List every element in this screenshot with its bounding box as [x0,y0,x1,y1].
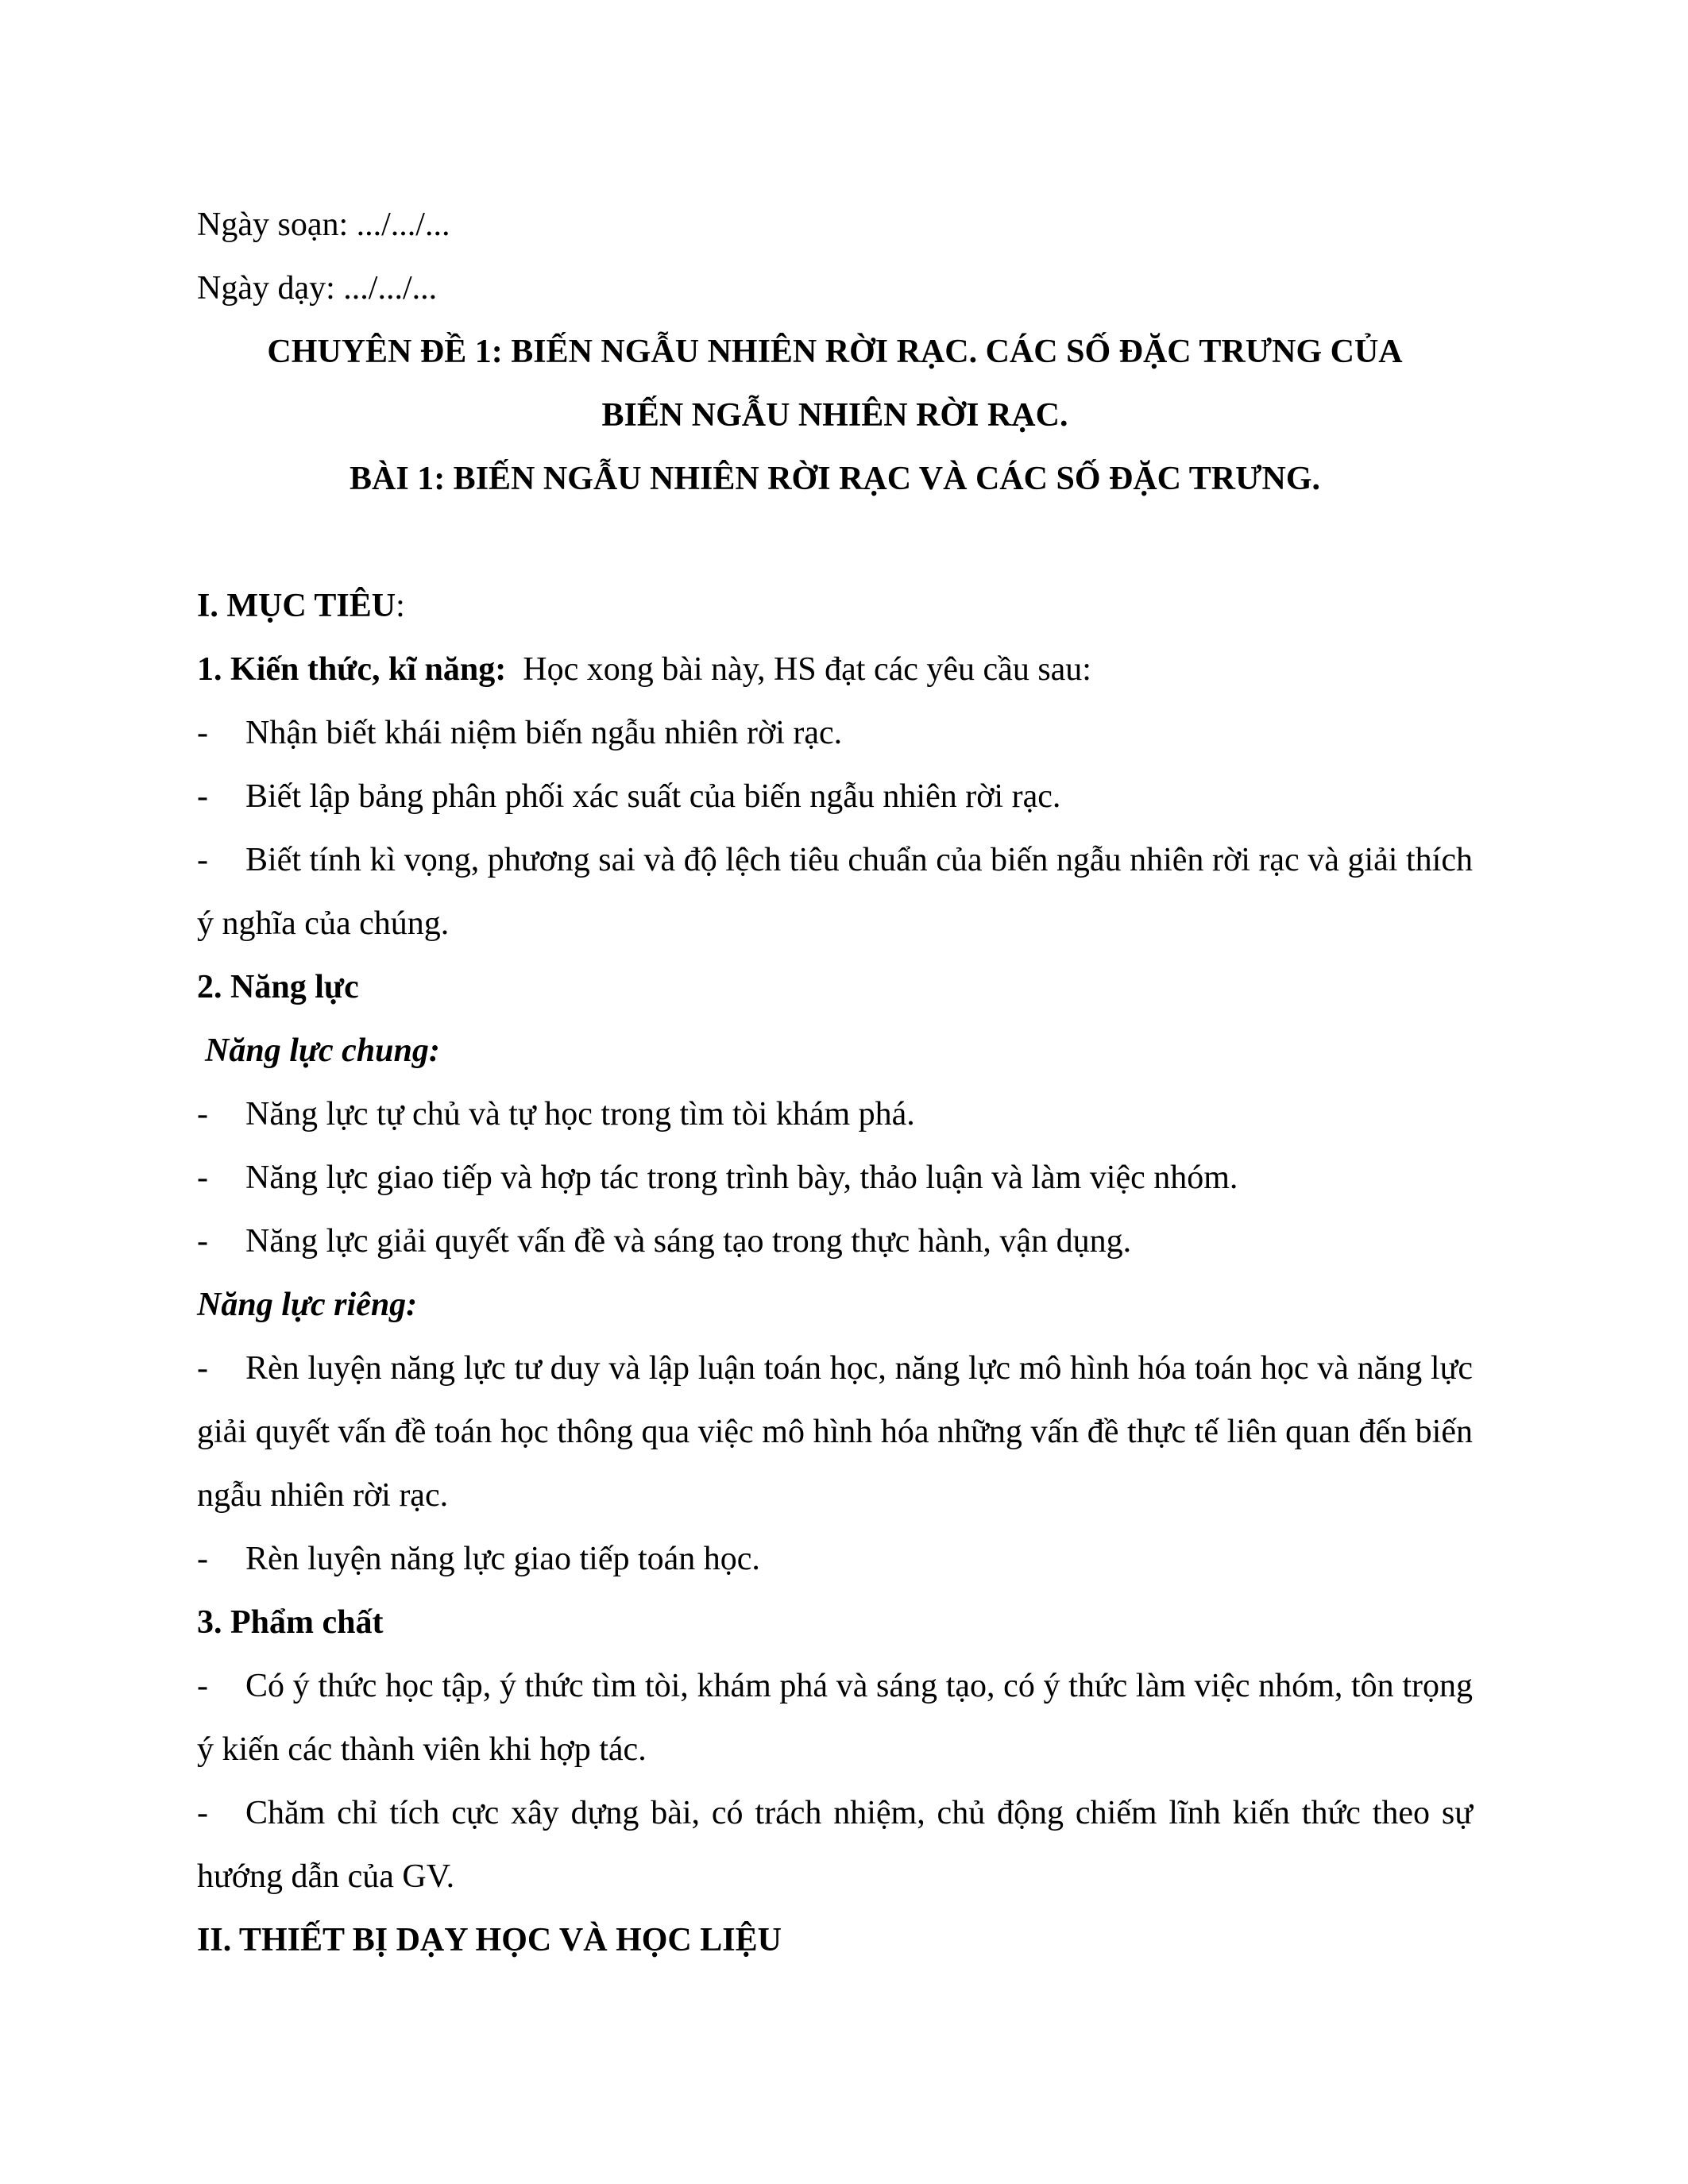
list-item [197,1146,1473,1210]
list-item [197,1082,1473,1146]
item-text: Năng lực tự chủ và tự học trong tìm tòi khám phá. [245,1096,915,1133]
item-text: Năng lực giải quyết vấn đề và sáng tạo trong thực hành, vận dụng. [245,1223,1132,1260]
list-item [197,1337,1473,1527]
dash: - [197,1350,208,1387]
list-item [197,828,1473,955]
lesson-title: BÀI 1: BIẾN NGẪU NHIÊN RỜI RẠC VÀ CÁC SỐ ĐẶC TRƯNG. [350,461,1320,497]
knowledge-line [197,638,1473,701]
prep-date: Ngày soạn: .../.../... [197,206,450,243]
dash: - [197,1541,208,1577]
item-text: Năng lực giao tiếp và hợp tác trong trình bày, thảo luận và làm việc nhóm. [245,1160,1238,1196]
item-text: Biết lập bảng phân phối xác suất của biến ngẫu nhiên rời rạc. [245,778,1061,815]
item-text: Rèn luyện năng lực tư duy và lập luận toán học, năng lực mô hình hóa toán học và năng lực giải quyết vấn đề toán học thông qua việc mô hình hóa những vấn đề thực tế liên quan đến biến ngẫu nhiên rời rạc. [197,1350,1473,1514]
quality-heading: 3. Phẩm chất [197,1604,384,1641]
list-item [197,1210,1473,1273]
blank-line [197,511,1473,574]
list-item [197,1527,1473,1591]
knowledge-label: 1. Kiến thức, kĩ năng: [197,651,507,688]
document-page [197,193,1473,1972]
list-item [197,765,1473,828]
item-text: Chăm chỉ tích cực xây dựng bài, có trách nhiệm, chủ động chiếm lĩnh kiến thức theo sự hướng dẫn của GV. [197,1795,1473,1895]
dash: - [197,1668,208,1704]
list-item [197,1654,1473,1781]
topic-title-line1: CHUYÊN ĐỀ 1: BIẾN NGẪU NHIÊN RỜI RẠC. CÁC SỐ ĐẶC TRƯNG CỦA [267,334,1403,370]
dash: - [197,842,208,878]
item-text: Biết tính kì vọng, phương sai và độ lệch tiêu chuẩn của biến ngẫu nhiên rời rạc và giải thích ý nghĩa của chúng. [197,842,1473,942]
knowledge-intro: Học xong bài này, HS đạt các yêu cầu sau: [506,651,1091,688]
general-competence-label: Năng lực chung: [205,1032,440,1069]
dash: - [197,1795,208,1831]
dash: - [197,778,208,815]
competence-heading: 2. Năng lực [197,969,359,1005]
item-text: Nhận biết khái niệm biến ngẫu nhiên rời rạc. [245,715,843,751]
heading-text: I. MỤC TIÊU [197,588,396,624]
specific-competence-label: Năng lực riêng: [197,1287,418,1323]
dash: - [197,1223,208,1260]
item-text: Rèn luyện năng lực giao tiếp toán học. [245,1541,760,1577]
dash: - [197,715,208,751]
topic-title-line2: BIẾN NGẪU NHIÊN RỜI RẠC. [601,397,1068,434]
dash: - [197,1096,208,1133]
teach-date: Ngày dạy: .../.../... [197,270,438,307]
heading-colon: : [396,588,405,624]
item-text: Có ý thức học tập, ý thức tìm tòi, khám phá và sáng tạo, có ý thức làm việc nhóm, tôn trọng ý kiến các thành viên khi hợp tác. [197,1668,1473,1768]
list-item [197,1781,1473,1908]
dash: - [197,1160,208,1196]
section-equipment-heading: II. THIẾT BỊ DẠY HỌC VÀ HỌC LIỆU [197,1922,782,1958]
list-item [197,701,1473,765]
section-objectives-heading [197,574,1473,638]
